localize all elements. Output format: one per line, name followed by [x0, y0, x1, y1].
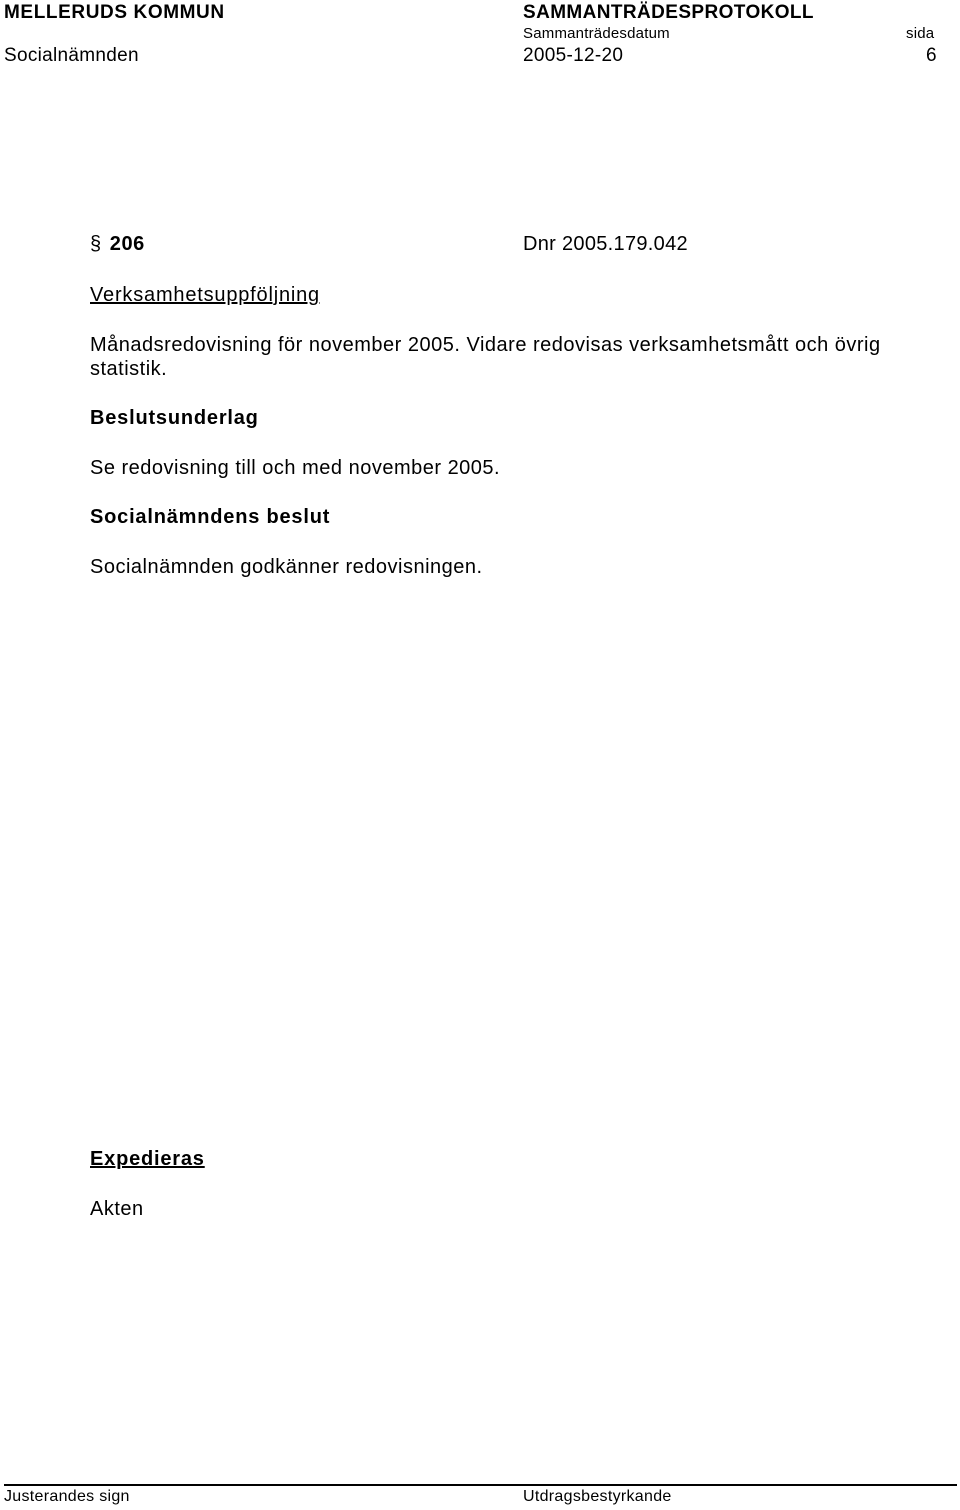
footer-divider	[4, 1484, 957, 1486]
signature-label: Justerandes sign	[4, 1488, 130, 1505]
document-title: SAMMANTRÄDESPROTOKOLL	[523, 2, 814, 23]
dispatch-recipient: Akten	[90, 1198, 144, 1220]
paragraph-sign: §	[90, 233, 102, 255]
decision-text: Socialnämnden godkänner redovisningen.	[90, 556, 483, 578]
dispatch-heading: Expedieras	[90, 1148, 205, 1170]
meeting-date-label: Sammanträdesdatum	[523, 25, 670, 42]
item-title: Verksamhetsuppföljning	[90, 284, 320, 306]
basis-heading: Beslutsunderlag	[90, 407, 259, 429]
paragraph-number: 206	[109, 233, 145, 255]
committee-name: Socialnämnden	[4, 45, 139, 66]
extract-label: Utdragsbestyrkande	[523, 1488, 672, 1505]
item-description: Månadsredovisning för november 2005. Vidare redovisas verksamhetsmått och övrig statistik.	[90, 334, 881, 380]
case-reference: Dnr 2005.179.042	[523, 233, 688, 255]
meeting-date: 2005-12-20	[523, 45, 624, 66]
basis-text: Se redovisning till och med november 2005.	[90, 457, 501, 479]
paragraph-heading	[90, 233, 145, 256]
page-label: sida	[906, 25, 935, 42]
decision-heading: Socialnämndens beslut	[90, 506, 331, 528]
organization-name: MELLERUDS KOMMUN	[4, 2, 225, 23]
page-number: 6	[926, 45, 937, 66]
